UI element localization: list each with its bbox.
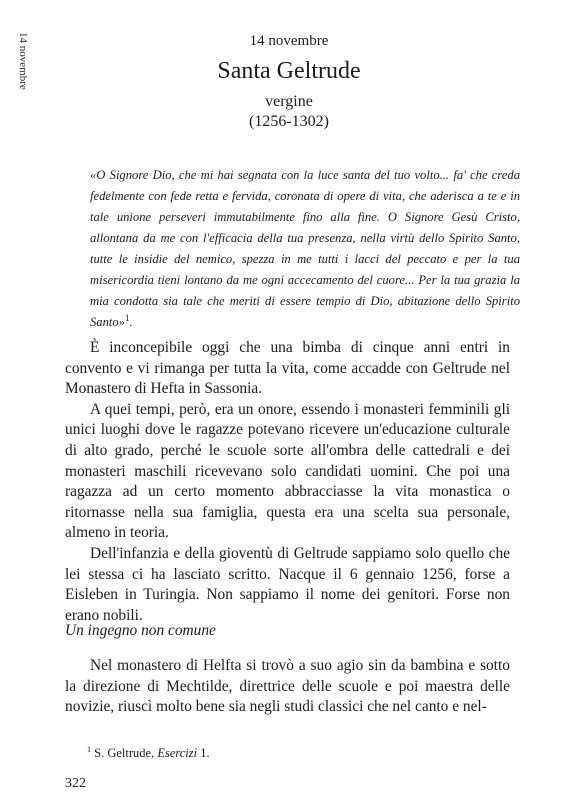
page-title: Santa Geltrude <box>217 58 361 84</box>
paragraph: Nel monastero di Helfta si trovò a suo agio sin da bambina e sotto la direzione di Mechtilde, direttrice delle scuole e poi maestra delle novizie, riuscì molto bene sia negli studi classici che nel canto e nel- <box>65 657 510 716</box>
paragraph: È inconcepibile oggi che una bimba di cinque anni entri in convento e vi rimanga per tutta la vita, come accadde con Geltrude nel Monastero di Hefta in Sassonia. <box>65 339 510 398</box>
footnote-number: 1 <box>87 744 91 754</box>
footnote-ref: 1. <box>197 746 210 760</box>
page-number: 322 <box>65 776 86 791</box>
footnote-author: S. Geltrude, <box>94 746 158 760</box>
running-header-side: 14 novembre <box>17 32 29 90</box>
quote-text: «O Signore Dio, che mi hai segnata con la luce santa del tuo volto... fa' che creda fedelmente con fede retta e fervida, coronata di opere di vita, che aderisca a te e in tale unione perseveri immutabilmente fino alla fine. O Signore Gesù Cristo, allontana da me con l'efficacia della tua presenza, nella virtù dello Spirito Santo, tutte le insidie del nemico, spezza in me tutti i lacci del peccato e per la tua misericordia tieni lontano da me ogni accecamento del cuore... Per la tua grazia la mia condotta sia tale che meriti di essere tempio di Dio, abitazione dello Spirito Santo» <box>90 168 520 329</box>
subtitle-role: vergine <box>265 93 313 110</box>
body-text <box>65 338 510 626</box>
section-body-text <box>65 656 510 718</box>
opening-quote <box>90 165 520 333</box>
footnote-reference: 1 <box>124 312 130 323</box>
page-subtitle <box>0 92 578 132</box>
footnote <box>87 746 210 761</box>
feast-date: 14 novembre <box>249 33 329 49</box>
paragraph: A quei tempi, però, era un onore, essendo i monasteri femminili gli unici luoghi dove le ragazze potevano ricevere un'educazione culturale di alto grado, perché le scuole sorte all'ombra delle cattedrali e dei monasteri maschili ricevevano solo candidati uomini. Che poi una ragazza ad un certo momento abbracciasse la vita monastica o ritornasse nella sua famiglia, questa era una scelta sua personale, almeno in teoria. <box>65 400 510 542</box>
quote-end: . <box>129 315 133 329</box>
paragraph: Dell'infanzia e della gioventù di Geltrude sappiamo solo quello che lei stessa ci ha lasciato scritto. Nacque il 6 gennaio 1256, forse a Eisleben in Turingia. Non sappiamo il nome dei genitori. Forse non erano nobili. <box>65 544 510 624</box>
subtitle-years: (1256-1302) <box>249 113 329 130</box>
footnote-work: Esercizi <box>157 746 198 760</box>
section-heading: Un ingegno non comune <box>65 622 216 639</box>
